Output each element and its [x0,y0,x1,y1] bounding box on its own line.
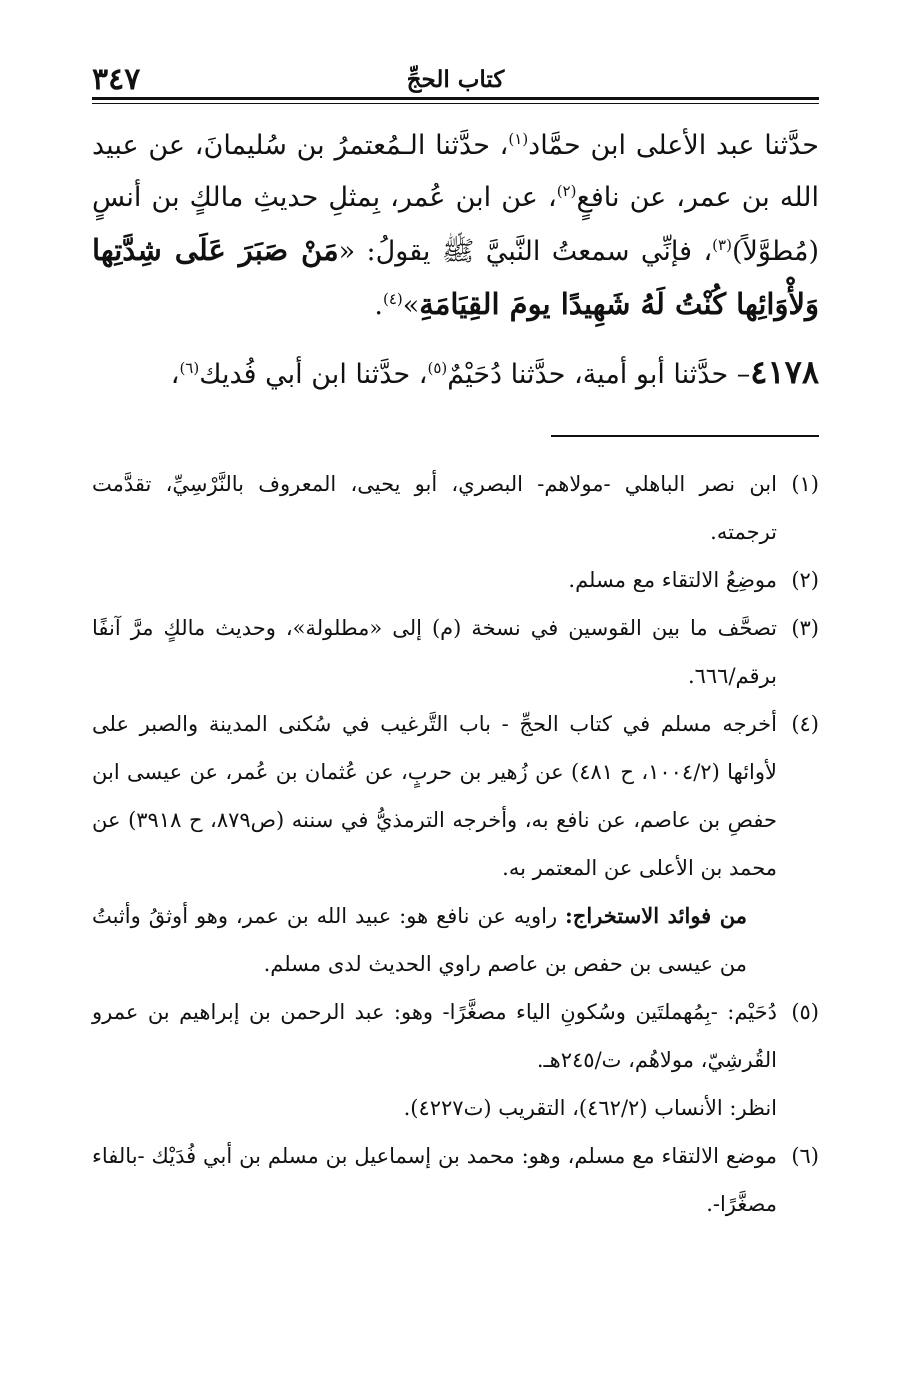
text-segment: » [402,290,420,321]
footnotes [92,460,819,1228]
header-rule-thin [92,103,819,104]
chapter-title: كتاب الحجِّ [406,66,505,93]
footnote-5 [92,988,819,1084]
text-segment: . [374,290,383,321]
footnote-text: تصحَّف ما بين القوسين في نسخة (م) إلى «مطلولة»، وحديث مالكٍ مرَّ آنفًا برقم/٦٦٦. [92,616,777,688]
main-text [92,120,819,401]
footnote-number: (٥) [791,1000,819,1024]
running-header [92,62,819,102]
page-number: ٣٤٧ [92,62,141,97]
footnote-number: (٦) [791,1144,819,1168]
hadith-4178 [92,346,819,401]
footnote-number: (٣) [791,616,819,640]
footnote-ref-2: (٢) [556,182,577,200]
footnote-separator [551,435,819,437]
extraction-benefits [92,892,819,988]
footnote-ref-6: (٦) [179,359,200,377]
footnote-text: انظر: الأنساب (٤٦٢/٢)، التقريب (ت٤٢٢٧). [403,1096,777,1120]
prophetic-quote: مَنْ صَبَرَ عَلَى شِدَّتِها وَلأْوَائِها كُنْتُ لَهُ شَهِيدًا يومَ القِيَامَةِ [92,233,819,321]
footnote-ref-3: (٣) [712,236,732,254]
footnote-text: أخرجه مسلم في كتاب الحجِّ - باب التَّرغيب في سُكنى المدينة والصبر على لأوائها (١٠٠٤/٢، ح ٤٨١) عن زُهير بن حربٍ، عن عُثمان بن عُمر، عن عيسى ابن حفصِ بن عاصم، عن نافع به، وأخرجه الترمذيُّ في سننه (ص٨٧٩، ح ٣٩١٨) عن محمد بن الأعلى عن المعتمر به. [92,712,778,880]
footnote-5-reference [92,1084,819,1132]
footnote-number: (١) [791,472,819,496]
benefits-label: من فوائد الاستخراج: [565,903,747,928]
footnote-6 [92,1132,819,1228]
footnote-ref-5: (٥) [427,359,448,377]
footnote-text: ابن نصر الباهلي -مولاهم- البصري، أبو يحيى، المعروف بالنَّرْسِيِّ، تقدَّمت ترجمته. [92,472,777,544]
header-rule [92,97,819,100]
footnote-number: (٤) [791,712,819,736]
footnote-3 [92,604,819,700]
text-segment: ، [170,359,180,390]
footnote-text: موضِعُ الالتقاء مع مسلم. [568,568,777,592]
footnote-1 [92,460,819,556]
footnote-ref-1: (١) [508,130,529,148]
footnote-ref-4: (٤) [382,290,403,308]
text-segment: – حدَّثنا أبو أمية، حدَّثنا دُحَيْمٌ [447,359,751,390]
footnote-number: (٢) [791,568,819,592]
text-segment: ، حدَّثنا الـمُعتمرُ بن سُليمانَ، عن عبيد الله بن عمر، عن نافعٍ [92,130,819,213]
hadith-continuation [92,120,819,332]
footnote-2 [92,556,819,604]
benefits-text: راويه عن نافع هو: عبيد الله بن عمر، وهو أوثقُ وأثبتُ من عيسى بن حفص بن عاصم راوي الحديث لدى مسلم. [92,904,747,976]
text-segment: ، فإنِّي سمعتُ النَّبيَّ ﷺ يقولُ: « [338,236,713,267]
text-segment: ، حدَّثنا ابن أبي فُديك [199,359,428,390]
text-segment: ، عن ابن عُمر، بِمثلِ حديثِ مالكٍ بن أنسٍ (مُطوَّلاً) [92,182,819,267]
text-segment: حدَّثنا عبد الأعلى ابن حمَّاد [528,130,819,161]
footnote-text: دُحَيْم: -بِمُهملتَين وسُكونِ الياء مصغَّرًا- وهو: عبد الرحمن بن إبراهيم بن عمرو القُرشِيّ، مولاهُم، ت/٢٤٥هـ. [92,1000,777,1072]
hadith-number: ٤١٧٨ [750,353,819,391]
footnote-text: موضع الالتقاء مع مسلم، وهو: محمد بن إسماعيل بن مسلم بن أبي فُدَيْك -بالفاء مصغَّرًا-. [92,1144,777,1216]
footnote-4 [92,700,819,892]
